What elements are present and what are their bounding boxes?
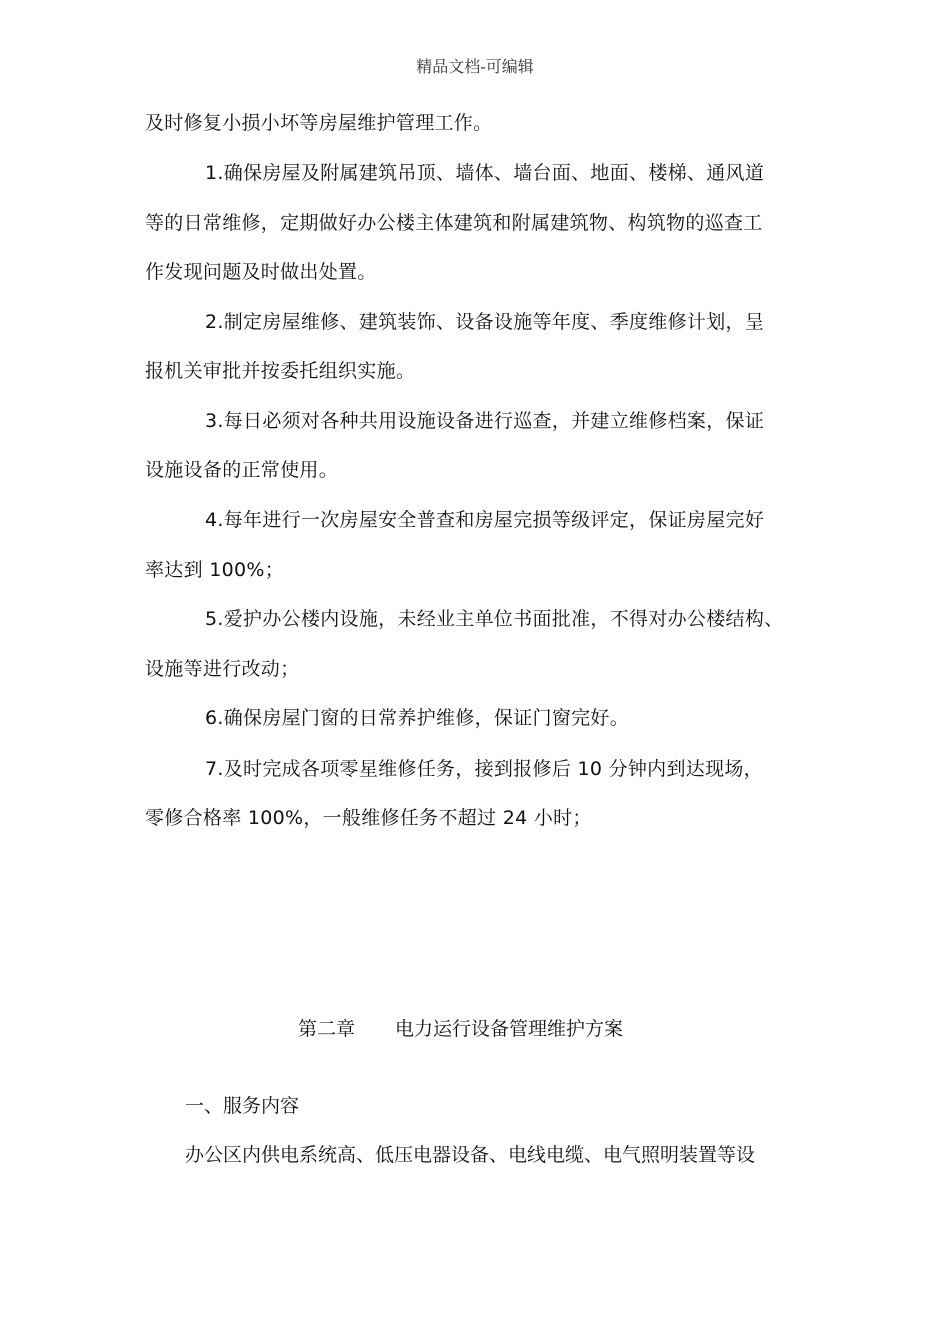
list-item-3-line: 3.每日必须对各种共用设施设备进行巡查，并建立维修档案，保证 xyxy=(205,410,765,432)
list-item-6-line: 6.确保房屋门窗的日常养护维修，保证门窗完好。 xyxy=(205,707,630,729)
page-header: 精品文档-可编辑 xyxy=(416,57,534,76)
list-item-5-line: 5.爱护办公楼内设施，未经业主单位书面批准，不得对办公楼结构、 xyxy=(205,608,784,630)
body-line: 率达到 100%； xyxy=(145,559,285,581)
body-line: 设施设备的正常使用。 xyxy=(145,459,339,481)
body-line: 等的日常维修，定期做好办公楼主体建筑和附属建筑物、构筑物的巡查工 xyxy=(145,212,763,234)
section-text: 办公区内供电系统高、低压电器设备、电线电缆、电气照明装置等设 xyxy=(185,1144,756,1166)
chapter-number: 第二章 xyxy=(298,1018,356,1040)
list-item-2-line: 2.制定房屋维修、建筑装饰、设备设施等年度、季度维修计划，呈 xyxy=(205,311,765,333)
list-item-4-line: 4.每年进行一次房屋安全普查和房屋完损等级评定，保证房屋完好 xyxy=(205,509,765,531)
chapter-heading xyxy=(298,1017,623,1041)
section-heading: 一、服务内容 xyxy=(185,1095,300,1117)
chapter-title: 电力运行设备管理维护方案 xyxy=(395,1018,624,1040)
body-line: 设施等进行改动； xyxy=(145,658,300,680)
body-line: 零修合格率 100%，一般维修任务不超过 24 小时； xyxy=(145,807,592,829)
list-item-7-line: 7.及时完成各项零星维修任务，接到报修后 10 分钟内到达现场， xyxy=(205,758,763,780)
list-item-1-line: 1.确保房屋及附属建筑吊顶、墙体、墙台面、地面、楼梯、通风道 xyxy=(205,162,765,184)
body-line: 报机关审批并按委托组织实施。 xyxy=(145,360,416,382)
body-line: 作发现问题及时做出处置。 xyxy=(145,261,377,283)
body-line: 及时修复小损小坏等房屋维护管理工作。 xyxy=(145,112,493,134)
